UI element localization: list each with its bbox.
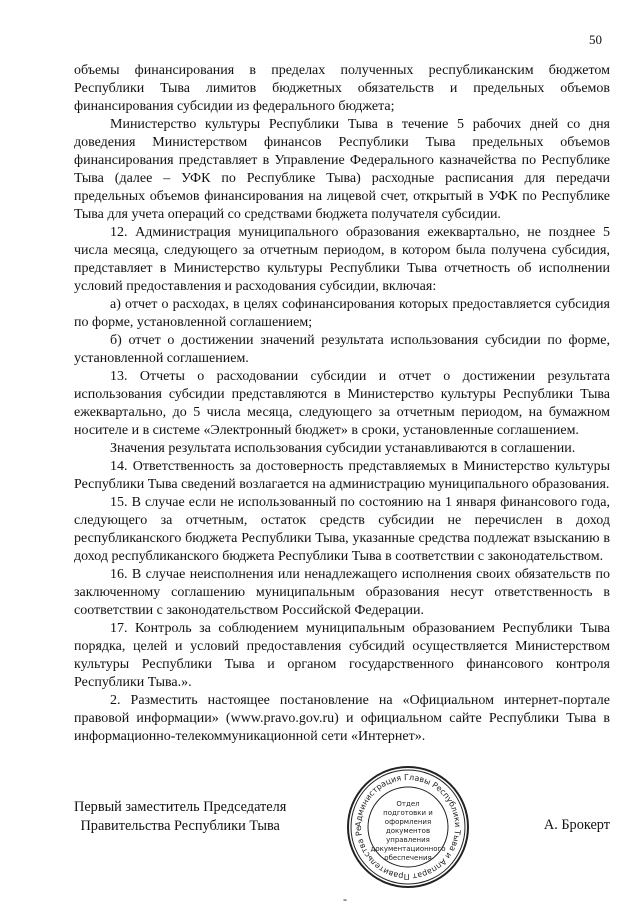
stamp-center-line: управления — [386, 836, 430, 844]
footer-mark: - — [343, 892, 347, 906]
document-body — [74, 62, 610, 746]
paragraph: 13. Отчеты о расходовании субсидии и отчет о достижении результата использования субсидии представляются в Министерство культуры Республики Тыва ежеквартально, до 5 числа месяца, следующего за отчетным периодом, на бумажном носителе и в системе «Электронный бюджет» в сроки, установленные соглашением. — [74, 369, 610, 438]
paragraph: объемы финансирования в пределах полученных республиканским бюджетом Республики Тыва лимитов бюджетных обязательств и предельных объемов финансирования субсидии из федерального бюджета; — [74, 63, 610, 114]
official-stamp — [345, 764, 471, 890]
paragraph: Значения результата использования субсидии устанавливаются в соглашении. — [110, 441, 576, 456]
paragraph: Министерство культуры Республики Тыва в течение 5 рабочих дней со дня доведения Министерством финансов Республики Тыва предельных объемов финансирования представляет в Управление Федерального казначейства по Республике Тыва (далее – УФК по Республике Тыва) расходные расписания для передачи предельных объемов финансирования на лицевой счет, открытый в УФК по Республике Тыва для учета операций со средствами бюджета получателя субсидии. — [74, 117, 610, 222]
page-number: 50 — [589, 32, 602, 47]
paragraph: 16. В случае неисполнения или ненадлежащего исполнения своих обязательств по заключенному соглашению муниципальным образования несут ответственность в соответствии с законодательством Российской Федерации. — [74, 567, 610, 618]
signatory-name: А. Брокерт — [543, 817, 610, 833]
paragraph: 15. В случае если не использованный по состоянию на 1 января финансового года, следующего за отчетным, остаток средств субсидии не перечислен в доход республиканского бюджета Республики Тыва, указанные средства подлежат взысканию в доход республиканского бюджета Республики Тыва в соответствии с законодательством. — [74, 495, 610, 564]
stamp-center-line: оформления документов — [384, 818, 432, 835]
stamp-outer-text: Администрация Главы Республики Тыва и Аппарат Правительства Ре — [353, 772, 463, 882]
paragraph: 14. Ответственность за достоверность представляемых в Министерство культуры Республики Тыва сведений возлагается на администрацию муниципального образования. — [74, 459, 610, 492]
paragraph: а) отчет о расходах, в целях софинансирования которых предоставляется субсидия по форме, установленной соглашением; — [74, 297, 610, 330]
paragraph: б) отчет о достижении значений результата использования субсидии по форме, установленной соглашением. — [74, 333, 610, 366]
position-line: Правительства Республики Тыва — [80, 818, 280, 834]
paragraph: 12. Администрация муниципального образования ежеквартально, не позднее 5 числа месяца, следующего за отчетным периодом, в котором была получена субсидия, представляет в Министерство культуры Республики Тыва отчетность об исполнении условий предоставления и расходования субсидии, включая: — [74, 225, 610, 294]
stamp-center-line: документационного — [370, 845, 446, 853]
paragraph: 2. Разместить настоящее постановление на «Официальном интернет-портале правовой информации» (www.pravo.gov.ru) и официальном сайте Республики Тыва в информационно-телекоммуникационной сети «Интернет». — [74, 693, 610, 744]
position-line: Первый заместитель Председателя — [74, 799, 287, 815]
stamp-center-line: подготовки и — [383, 809, 433, 817]
stamp-center-line: обеспечения — [384, 854, 432, 862]
paragraph: 17. Контроль за соблюдением муниципальным образованием Республики Тыва порядка, целей и условий предоставления субсидий осуществляется Министерством культуры Республики Тыва и органом государственного финансового контроля Республики Тыва.». — [74, 621, 610, 690]
stamp-center-line: Отдел — [396, 800, 420, 808]
signatory-position — [74, 798, 286, 836]
